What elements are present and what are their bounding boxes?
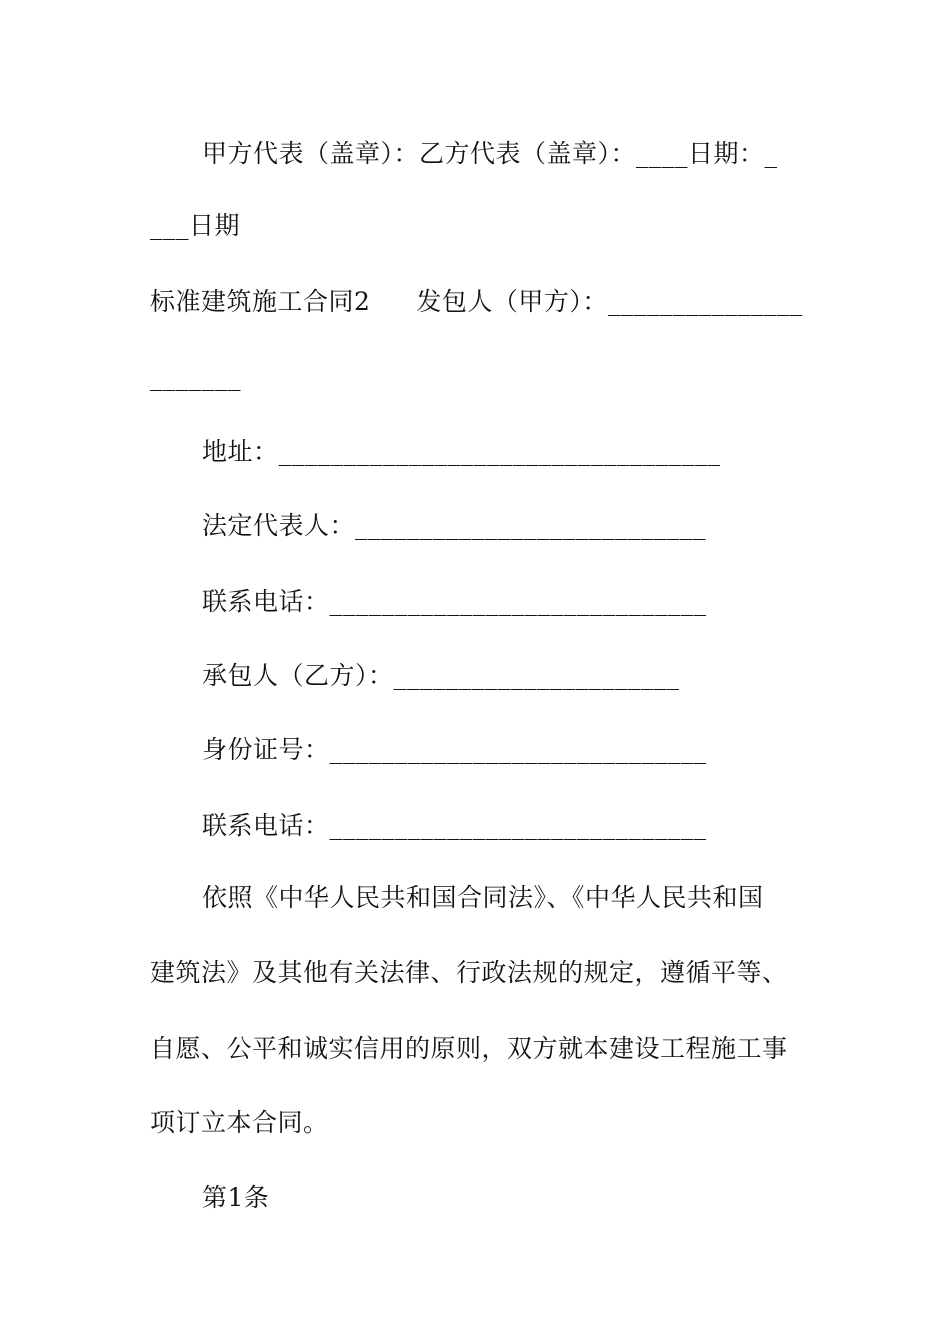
employer-field: 发包人（甲方）：_______________ xyxy=(416,287,803,316)
paragraph-line-2: 建筑法》及其他有关法律、行政法规的规定，遵循平等、 xyxy=(150,958,788,987)
contractor-field: 承包人（乙方）：______________________ xyxy=(202,661,680,690)
address-field: 地址：__________________________________ xyxy=(202,437,721,466)
paragraph-line-1: 依照《中华人民共和国合同法》、《中华人民共和国 xyxy=(202,883,764,912)
signature-line: 甲方代表（盖章）：乙方代表（盖章）：____日期：_ xyxy=(202,139,778,168)
legal-representative-field: 法定代表人：___________________________ xyxy=(202,511,707,540)
article-heading: 第1条 xyxy=(202,1183,270,1212)
id-number-field: 身份证号：_____________________________ xyxy=(202,735,707,764)
document-title: 标准建筑施工合同2 xyxy=(150,287,371,316)
paragraph-line-3: 自愿、公平和诚实信用的原则，双方就本建设工程施工事 xyxy=(150,1034,788,1063)
date-line: ___日期 xyxy=(150,211,241,240)
title-and-employer-line xyxy=(150,287,803,317)
phone-field-1: 联系电话：_____________________________ xyxy=(202,587,707,616)
employer-field-continued: _______ xyxy=(150,362,241,391)
paragraph-line-4: 项订立本合同。 xyxy=(150,1108,329,1137)
phone-field-2: 联系电话：_____________________________ xyxy=(202,811,707,840)
